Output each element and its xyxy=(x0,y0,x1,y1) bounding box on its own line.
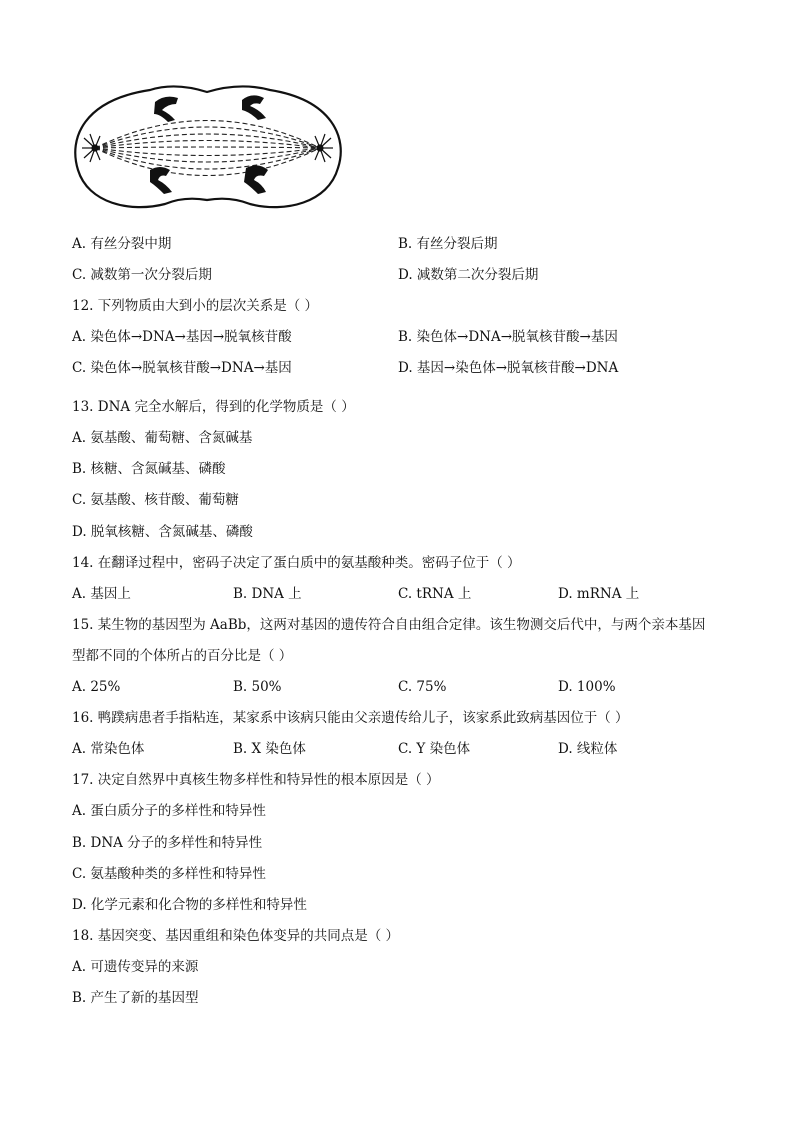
q15-option-a: A. 25% xyxy=(72,679,121,695)
q17-option-d: D. 化学元素和化合物的多样性和特异性 xyxy=(72,897,307,913)
q17-option-b: B. DNA 分子的多样性和特异性 xyxy=(72,835,263,851)
q15-option-b: B. 50% xyxy=(233,679,282,695)
q15-option-c: C. 75% xyxy=(398,679,447,695)
q16-option-c: C. Y 染色体 xyxy=(398,741,471,757)
q18-option-a: A. 可遗传变异的来源 xyxy=(72,959,199,975)
q16-option-a: A. 常染色体 xyxy=(72,741,145,757)
q11-option-d: D. 减数第二次分裂后期 xyxy=(398,267,539,283)
q14-stem: 14. 在翻译过程中，密码子决定了蛋白质中的氨基酸种类。密码子位于（ ） xyxy=(72,555,521,571)
chromosome xyxy=(244,165,268,194)
q15-option-d: D. 100% xyxy=(558,679,616,695)
q15-stem-line1: 15. 某生物的基因型为 AaBb，这两对基因的遗传符合自由组合定律。该生物测交后代中，与两个亲本基因 xyxy=(72,617,706,633)
q18-option-b: B. 产生了新的基因型 xyxy=(72,990,199,1006)
q12-option-c: C. 染色体→脱氧核苷酸→DNA→基因 xyxy=(72,360,292,376)
q16-option-d: D. 线粒体 xyxy=(558,741,618,757)
cell-division-figure xyxy=(70,78,345,218)
q13-option-c: C. 氨基酸、核苷酸、葡萄糖 xyxy=(72,492,239,508)
q13-stem: 13. DNA 完全水解后，得到的化学物质是（ ） xyxy=(72,399,355,415)
chromosome xyxy=(242,95,266,120)
q18-stem: 18. 基因突变、基因重组和染色体变异的共同点是（ ） xyxy=(72,928,400,944)
spindle-fibers xyxy=(95,121,320,176)
q14-option-c: C. tRNA 上 xyxy=(398,586,472,602)
q13-option-d: D. 脱氧核糖、含氮碱基、磷酸 xyxy=(72,524,253,540)
q14-option-a: A. 基因上 xyxy=(72,586,131,602)
left-pole-aster xyxy=(82,134,100,162)
q11-option-a: A. 有丝分裂中期 xyxy=(72,236,172,252)
right-pole-aster xyxy=(315,134,333,162)
q11-option-b: B. 有丝分裂后期 xyxy=(398,236,498,252)
q17-option-c: C. 氨基酸种类的多样性和特异性 xyxy=(72,866,266,882)
q12-option-a: A. 染色体→DNA→基因→脱氧核苷酸 xyxy=(72,329,292,345)
q12-option-d: D. 基因→染色体→脱氧核苷酸→DNA xyxy=(398,360,619,376)
q14-option-b: B. DNA 上 xyxy=(233,586,302,602)
q13-option-a: A. 氨基酸、葡萄糖、含氮碱基 xyxy=(72,430,253,446)
q16-option-b: B. X 染色体 xyxy=(233,741,306,757)
q17-stem: 17. 决定自然界中真核生物多样性和特异性的根本原因是（ ） xyxy=(72,772,440,788)
q17-option-a: A. 蛋白质分子的多样性和特异性 xyxy=(72,803,266,819)
q12-stem: 12. 下列物质由大到小的层次关系是（ ） xyxy=(72,298,319,314)
q13-option-b: B. 核糖、含氮碱基、磷酸 xyxy=(72,461,226,477)
q15-stem-line2: 型都不同的个体所占的百分比是（ ） xyxy=(72,648,293,664)
chromosome xyxy=(150,167,172,194)
chromosome xyxy=(154,97,178,122)
chromosomes xyxy=(150,95,268,194)
q14-option-d: D. mRNA 上 xyxy=(558,586,640,602)
q16-stem: 16. 鸭蹼病患者手指粘连，某家系中该病只能由父亲遗传给儿子，该家系此致病基因位于（ ） xyxy=(72,710,629,726)
q11-option-c: C. 减数第一次分裂后期 xyxy=(72,267,212,283)
q12-option-b: B. 染色体→DNA→脱氧核苷酸→基因 xyxy=(398,329,618,345)
